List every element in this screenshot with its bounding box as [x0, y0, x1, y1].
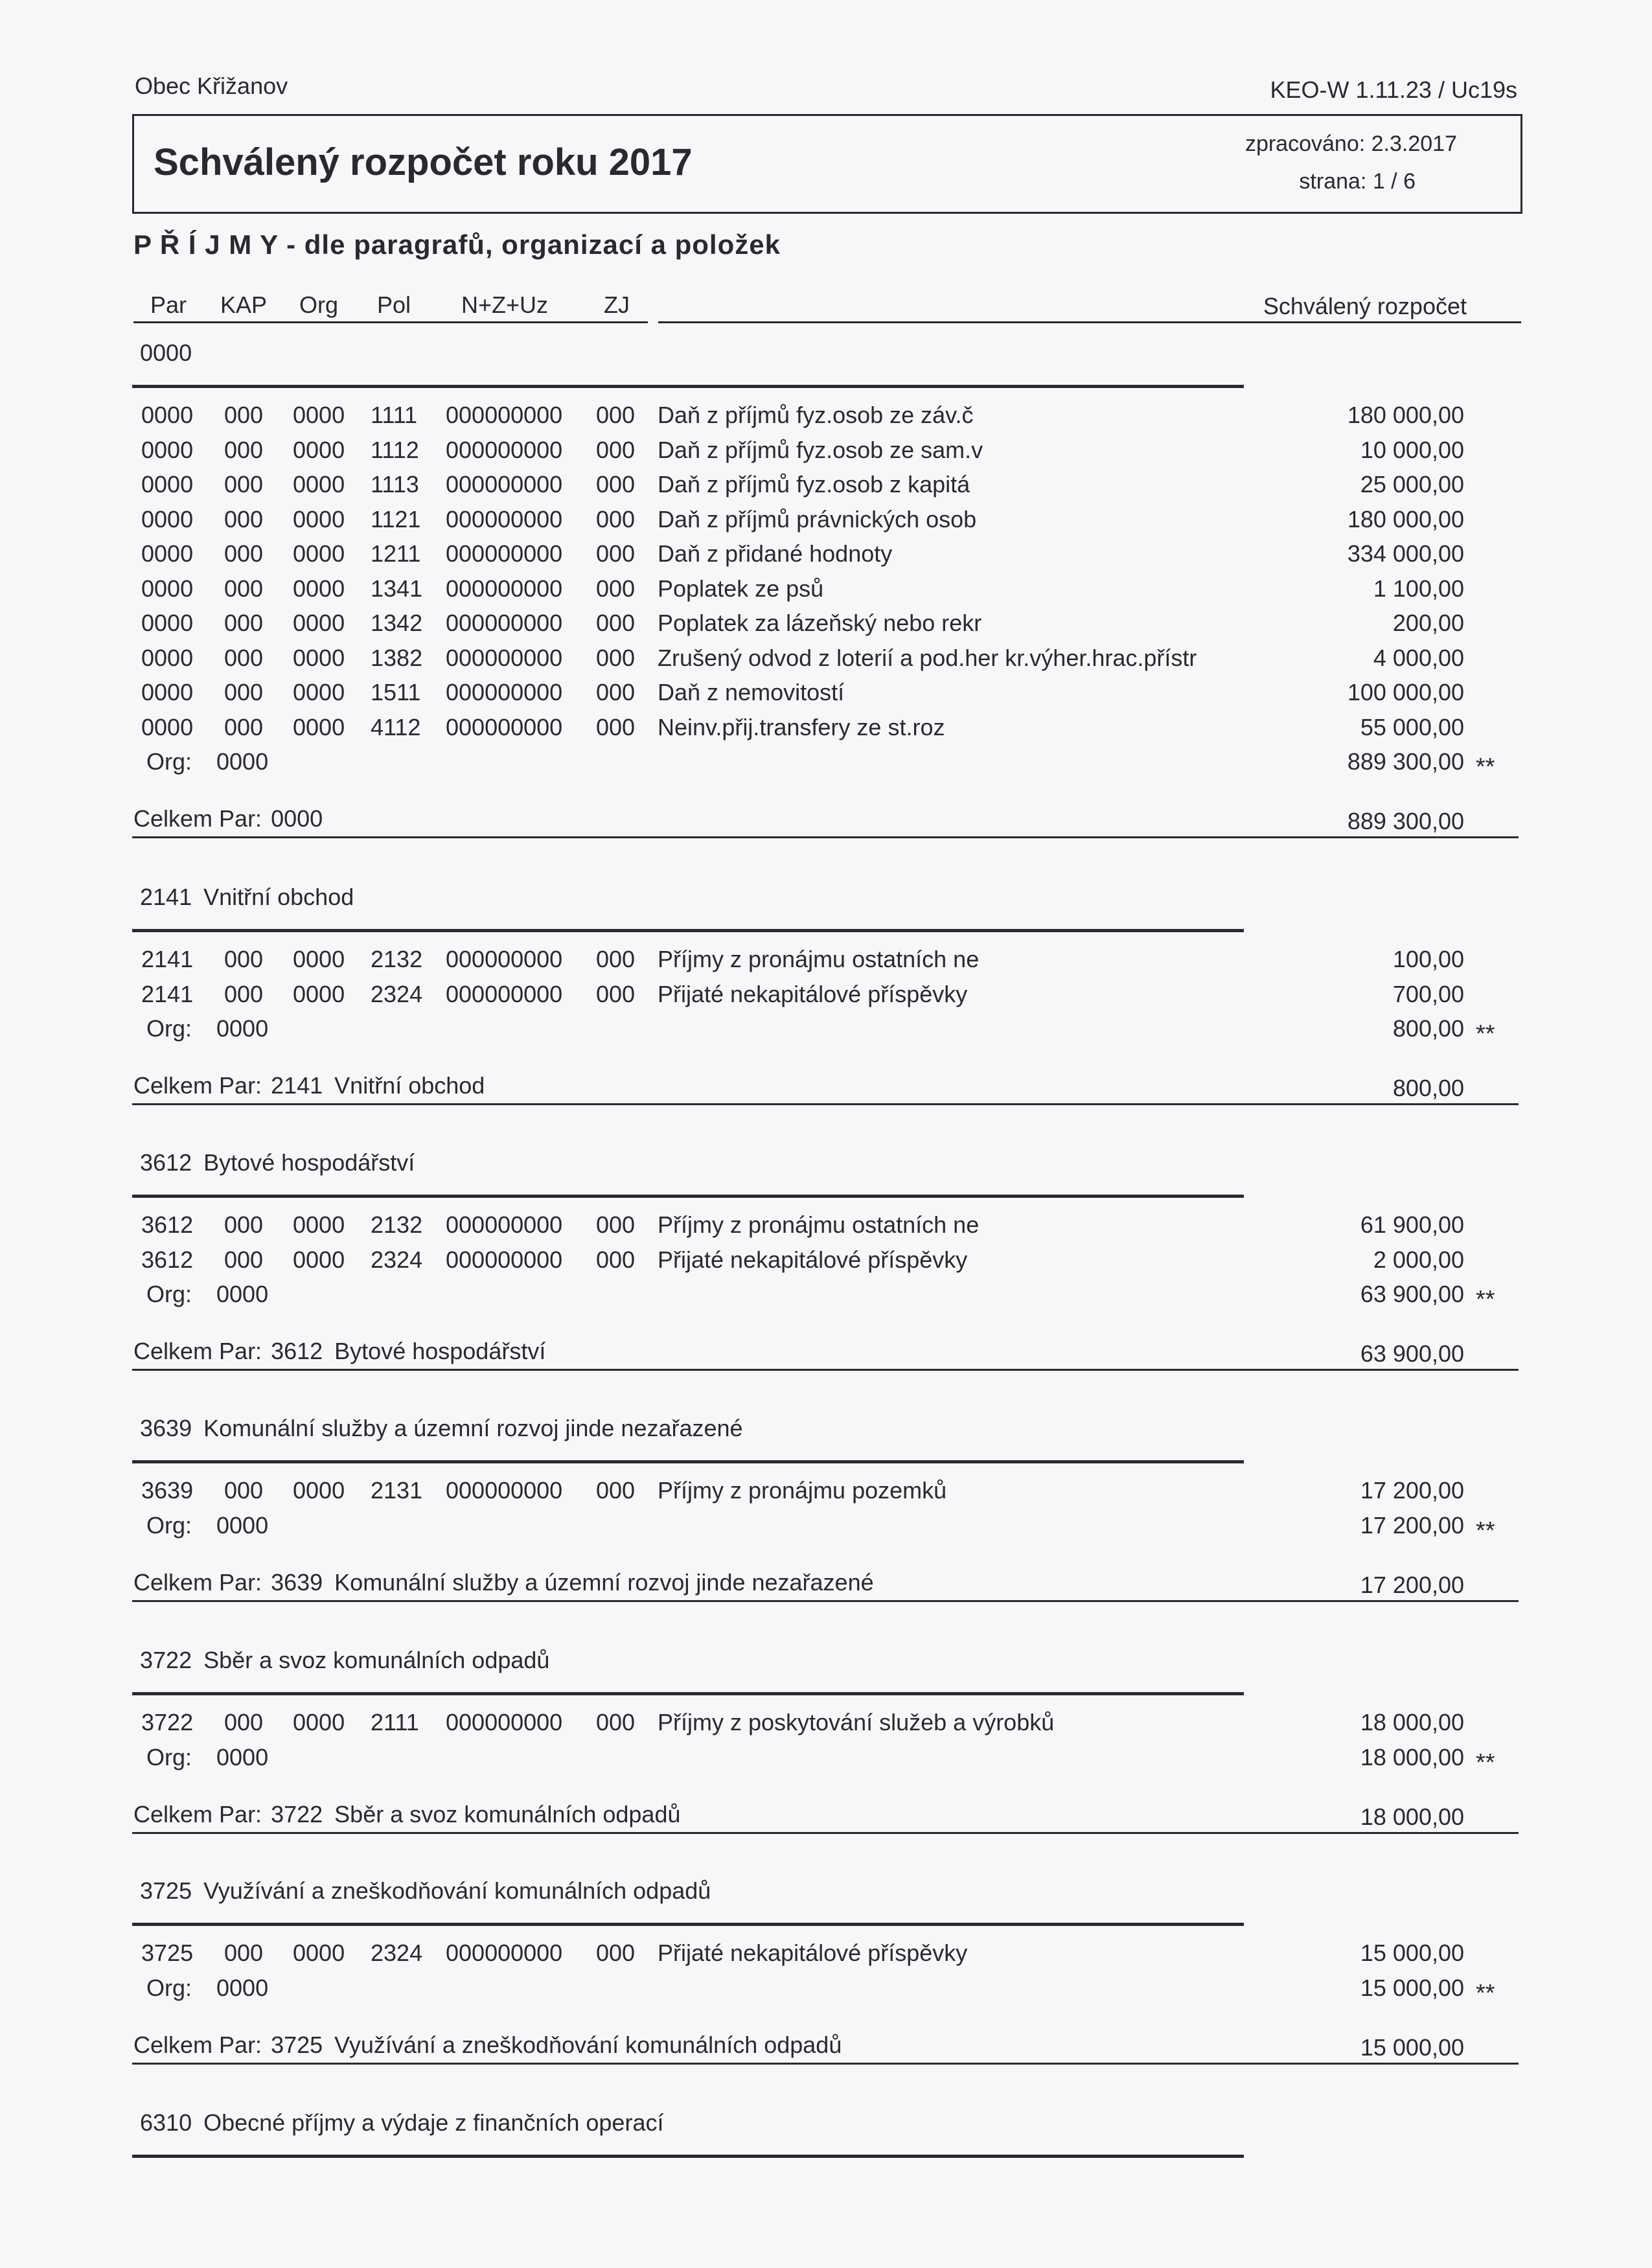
cell-zj: 000: [596, 436, 636, 463]
cell-text: Daň z nemovitostí: [658, 679, 845, 705]
group-name: Sběr a svoz komunálních odpadů: [203, 1647, 550, 1673]
col-header-zj: ZJ: [604, 292, 630, 318]
cell-kap: 000: [224, 679, 264, 705]
total-rule: [132, 1600, 1519, 1602]
group-total: 800,00: [1392, 1075, 1464, 1101]
cell-text: Daň z příjmů fyz.osob z kapitá: [658, 471, 970, 498]
cell-nzu: 000000000: [446, 1211, 563, 1238]
group-total-row: [0, 2032, 1652, 2067]
page-title: Schválený rozpočet roku 2017: [154, 141, 693, 183]
org-subtotal-row: [0, 1744, 1652, 1779]
cell-zj: 000: [596, 471, 636, 498]
group-rule: [132, 1195, 1244, 1198]
col-header-kap: KAP: [220, 292, 268, 318]
cell-pol: 2324: [371, 980, 423, 1007]
table-row: [0, 714, 1652, 749]
cell-par: 0000: [141, 540, 194, 567]
table-row: [0, 1477, 1652, 1512]
table-row: [0, 506, 1652, 541]
cell-zj: 000: [596, 980, 636, 1007]
group-code: 0000: [140, 339, 192, 366]
total-label-group: [133, 1569, 874, 1596]
table-row: [0, 610, 1652, 645]
cell-kap: 000: [224, 644, 264, 671]
cell-zj: 000: [596, 713, 636, 740]
total-label-group: [133, 1338, 545, 1365]
total-par-name: Komunální služby a územní rozvoj jinde nezařazené: [334, 1568, 874, 1596]
cell-zj: 000: [596, 505, 636, 533]
org-subtotal-row: [0, 1281, 1652, 1316]
cell-kap: 000: [224, 1246, 264, 1273]
cell-org: 0000: [293, 644, 345, 671]
cell-text: Příjmy z poskytování služeb a výrobků: [658, 1709, 1055, 1735]
cell-amount: 18 000,00: [1360, 1709, 1464, 1735]
org-subtotal-row: [0, 748, 1652, 783]
group-code: 3612: [140, 1149, 192, 1176]
org-label: Org:: [146, 748, 192, 775]
cell-nzu: 000000000: [446, 980, 563, 1007]
cell-org: 0000: [293, 610, 345, 636]
cell-text: Daň z příjmů fyz.osob ze záv.č: [658, 402, 974, 428]
cell-par: 0000: [141, 575, 194, 602]
header-rule-right: [658, 321, 1521, 323]
processed-date: 2.3.2017: [1371, 132, 1457, 156]
total-par-name: Využívání a zneškodňování komunálních odpadů: [334, 2031, 842, 2058]
total-label: Celkem Par:: [133, 2031, 262, 2058]
group-header: [140, 1415, 743, 1442]
cell-pol: 1341: [371, 575, 423, 602]
title-box: [132, 114, 1522, 214]
cell-text: Poplatek za lázeňský nebo rekr: [658, 610, 982, 636]
col-header-org: Org: [299, 292, 339, 318]
cell-text: Příjmy z pronájmu ostatních ne: [658, 946, 980, 972]
table-row: [0, 471, 1652, 506]
cell-par: 3612: [141, 1246, 194, 1273]
cell-par: 3722: [141, 1709, 194, 1735]
org-code: 0000: [216, 1974, 269, 2001]
table-row: [0, 1940, 1652, 1975]
cell-nzu: 000000000: [446, 644, 563, 671]
org-label: Org:: [146, 1743, 192, 1770]
total-label: Celkem Par:: [133, 1800, 262, 1827]
total-par-name: Vnitřní obchod: [334, 1072, 485, 1099]
cell-pol: 1211: [371, 540, 421, 567]
col-header-budget: Schválený rozpočet: [1263, 293, 1467, 319]
cell-nzu: 000000000: [446, 610, 563, 636]
cell-nzu: 000000000: [446, 575, 563, 602]
subtotal-marker: **: [1476, 1979, 1495, 2007]
cell-pol: 1342: [371, 610, 423, 636]
cell-org: 0000: [293, 1477, 345, 1504]
cell-pol: 1382: [371, 644, 423, 671]
table-row: [0, 1211, 1652, 1246]
org-code: 0000: [216, 748, 269, 775]
cell-amount: 180 000,00: [1347, 402, 1464, 428]
org-subtotal: 63 900,00: [1360, 1281, 1464, 1307]
cell-text: Přijaté nekapitálové příspěvky: [658, 1246, 968, 1273]
cell-nzu: 000000000: [446, 436, 563, 463]
cell-zj: 000: [596, 1940, 636, 1966]
group-total-row: [0, 1072, 1652, 1107]
total-label-group: [133, 2032, 842, 2059]
page-label: strana:: [1299, 169, 1367, 194]
group-rule: [132, 929, 1244, 932]
cell-pol: 4112: [371, 713, 421, 740]
processed-info: [1245, 132, 1457, 157]
cell-kap: 000: [224, 471, 264, 498]
cell-amount: 10 000,00: [1360, 436, 1464, 463]
group-header: [140, 339, 203, 367]
cell-nzu: 000000000: [446, 1246, 563, 1273]
page-info: [1299, 169, 1416, 194]
org-subtotal: 17 200,00: [1360, 1511, 1464, 1539]
cell-pol: 2132: [371, 946, 423, 972]
org-subtotal-row: [0, 1512, 1652, 1547]
cell-par: 2141: [141, 946, 194, 972]
cell-amount: 200,00: [1392, 610, 1464, 636]
cell-org: 0000: [293, 1246, 345, 1273]
cell-zj: 000: [596, 610, 636, 636]
cell-par: 0000: [141, 644, 194, 671]
cell-kap: 000: [224, 610, 264, 636]
table-row: [0, 946, 1652, 981]
cell-kap: 000: [224, 1940, 264, 1966]
cell-amount: 334 000,00: [1347, 540, 1464, 567]
cell-org: 0000: [293, 1940, 345, 1966]
cell-org: 0000: [293, 505, 345, 533]
group-total-row: [0, 1801, 1652, 1836]
cell-par: 0000: [141, 505, 194, 533]
software-version: KEO-W 1.11.23 / Uc19s: [1270, 76, 1517, 103]
table-row: [0, 981, 1652, 1016]
cell-pol: 1111: [371, 402, 418, 428]
cell-kap: 000: [224, 1477, 264, 1504]
cell-par: 0000: [141, 471, 194, 498]
cell-pol: 2131: [371, 1477, 423, 1504]
org-code: 0000: [216, 1743, 269, 1770]
cell-amount: 2 000,00: [1373, 1246, 1464, 1273]
total-par-code: 2141: [271, 1072, 323, 1099]
cell-nzu: 000000000: [446, 1940, 563, 1966]
table-row: [0, 540, 1652, 575]
processed-label: zpracováno:: [1245, 132, 1366, 156]
table-row: [0, 402, 1652, 437]
cell-kap: 000: [224, 980, 264, 1007]
cell-par: 0000: [141, 402, 194, 428]
cell-amount: 100 000,00: [1347, 679, 1464, 705]
cell-zj: 000: [596, 540, 636, 567]
cell-par: 3612: [141, 1211, 194, 1238]
cell-org: 0000: [293, 1709, 345, 1735]
subtotal-marker: **: [1476, 1286, 1495, 1313]
cell-amount: 61 900,00: [1360, 1211, 1464, 1238]
cell-text: Zrušený odvod z loterií a pod.her kr.výher.hrac.přístr: [658, 644, 1197, 671]
group-total-row: [0, 805, 1652, 840]
total-par-name: Sběr a svoz komunálních odpadů: [334, 1800, 681, 1827]
cell-nzu: 000000000: [446, 402, 563, 428]
col-header-pol: Pol: [377, 292, 411, 318]
cell-zj: 000: [596, 575, 636, 602]
cell-amount: 700,00: [1392, 980, 1464, 1007]
group-code: 3639: [140, 1415, 192, 1441]
total-label: Celkem Par:: [133, 1072, 262, 1099]
cell-par: 0000: [141, 610, 194, 636]
cell-nzu: 000000000: [446, 1709, 563, 1735]
cell-kap: 000: [224, 575, 264, 602]
total-label-group: [133, 805, 334, 832]
total-rule: [132, 1103, 1519, 1105]
cell-kap: 000: [224, 540, 264, 567]
cell-par: 2141: [141, 980, 194, 1007]
cell-org: 0000: [293, 471, 345, 498]
municipality-name: Obec Křižanov: [135, 73, 288, 99]
cell-par: 3639: [141, 1477, 194, 1504]
cell-pol: 1113: [371, 471, 419, 498]
cell-pol: 2132: [371, 1211, 423, 1238]
org-subtotal: 800,00: [1392, 1015, 1464, 1042]
org-subtotal: 15 000,00: [1360, 1974, 1464, 2001]
cell-pol: 1511: [371, 679, 421, 705]
cell-kap: 000: [224, 505, 264, 533]
group-code: 3722: [140, 1647, 192, 1673]
group-name: Komunální služby a územní rozvoj jinde nezařazené: [203, 1415, 743, 1441]
org-label: Org:: [146, 1281, 192, 1307]
total-rule: [132, 836, 1519, 838]
cell-amount: 180 000,00: [1347, 505, 1464, 533]
table-row: [0, 645, 1652, 680]
cell-org: 0000: [293, 713, 345, 740]
cell-zj: 000: [596, 679, 636, 705]
total-rule: [132, 2063, 1519, 2065]
group-total-row: [0, 1569, 1652, 1604]
cell-org: 0000: [293, 679, 345, 705]
group-total-row: [0, 1338, 1652, 1373]
cell-zj: 000: [596, 1246, 636, 1273]
group-name: Vnitřní obchod: [203, 884, 354, 910]
org-code: 0000: [216, 1015, 269, 1042]
org-subtotal: 18 000,00: [1360, 1743, 1464, 1770]
cell-amount: 55 000,00: [1360, 713, 1464, 740]
cell-pol: 2324: [371, 1246, 423, 1273]
group-header: [140, 884, 354, 911]
group-code: 3725: [140, 1877, 192, 1904]
group-total: 889 300,00: [1347, 808, 1464, 834]
cell-nzu: 000000000: [446, 946, 563, 972]
table-row: [0, 575, 1652, 610]
cell-nzu: 000000000: [446, 679, 563, 705]
cell-kap: 000: [224, 946, 264, 972]
cell-kap: 000: [224, 402, 264, 428]
group-rule: [132, 385, 1244, 388]
subtotal-marker: **: [1476, 753, 1495, 781]
cell-text: Příjmy z pronájmu ostatních ne: [658, 1211, 980, 1238]
group-header: [140, 1877, 711, 1905]
total-label: Celkem Par:: [133, 1568, 262, 1596]
cell-kap: 000: [224, 1211, 264, 1238]
header-rule-left: [133, 321, 648, 323]
total-rule: [132, 1832, 1519, 1834]
cell-pol: 1112: [371, 436, 419, 463]
table-row: [0, 1709, 1652, 1744]
total-label-group: [133, 1072, 485, 1099]
cell-nzu: 000000000: [446, 505, 563, 533]
cell-text: Přijaté nekapitálové příspěvky: [658, 980, 968, 1007]
cell-text: Příjmy z pronájmu pozemků: [658, 1477, 947, 1504]
cell-zj: 000: [596, 946, 636, 972]
total-par-code: 0000: [271, 805, 323, 832]
total-label-group: [133, 1801, 681, 1828]
group-name: Využívání a zneškodňování komunálních odpadů: [203, 1877, 711, 1904]
cell-org: 0000: [293, 540, 345, 567]
cell-org: 0000: [293, 1211, 345, 1238]
cell-zj: 000: [596, 402, 636, 428]
cell-text: Poplatek ze psů: [658, 575, 824, 602]
cell-par: 0000: [141, 713, 194, 740]
total-par-code: 3639: [271, 1568, 323, 1596]
org-label: Org:: [146, 1974, 192, 2001]
subtotal-marker: **: [1476, 1517, 1495, 1544]
group-header: [140, 1647, 549, 1674]
col-header-nzu: N+Z+Uz: [461, 292, 549, 318]
cell-amount: 17 200,00: [1360, 1477, 1464, 1504]
cell-pol: 2111: [371, 1709, 419, 1735]
org-subtotal: 889 300,00: [1347, 748, 1464, 775]
cell-org: 0000: [293, 436, 345, 463]
group-rule: [132, 1923, 1244, 1926]
org-label: Org:: [146, 1015, 192, 1042]
page-number: 1 / 6: [1372, 169, 1416, 194]
table-row: [0, 679, 1652, 714]
org-subtotal-row: [0, 1015, 1652, 1050]
total-label: Celkem Par:: [133, 1338, 262, 1364]
group-name: Obecné příjmy a výdaje z finančních operací: [203, 2109, 664, 2136]
cell-org: 0000: [293, 946, 345, 972]
cell-org: 0000: [293, 575, 345, 602]
cell-nzu: 000000000: [446, 471, 563, 498]
total-rule: [132, 1369, 1519, 1371]
total-par-code: 3612: [271, 1338, 323, 1364]
table-row: [0, 1246, 1652, 1281]
org-code: 0000: [216, 1281, 269, 1307]
cell-text: Daň z příjmů právnických osob: [658, 505, 977, 533]
org-subtotal-row: [0, 1975, 1652, 2010]
cell-nzu: 000000000: [446, 1477, 563, 1504]
cell-amount: 1 100,00: [1373, 575, 1464, 602]
cell-org: 0000: [293, 980, 345, 1007]
col-header-par: Par: [150, 292, 187, 318]
group-total: 18 000,00: [1360, 1803, 1464, 1830]
cell-text: Neinv.přij.transfery ze st.roz: [658, 713, 945, 740]
cell-par: 3725: [141, 1940, 194, 1966]
cell-amount: 100,00: [1392, 946, 1464, 972]
group-header: [140, 1149, 415, 1176]
cell-kap: 000: [224, 1709, 264, 1735]
cell-text: Daň z přidané hodnoty: [658, 540, 893, 567]
group-rule: [132, 1460, 1244, 1463]
subtotal-marker: **: [1476, 1020, 1495, 1048]
group-total: 15 000,00: [1360, 2033, 1464, 2061]
group-code: 2141: [140, 884, 192, 910]
cell-zj: 000: [596, 1211, 636, 1238]
total-par-code: 3725: [271, 2031, 323, 2058]
group-total: 17 200,00: [1360, 1571, 1464, 1598]
cell-par: 0000: [141, 679, 194, 705]
group-name: Bytové hospodářství: [203, 1149, 415, 1176]
subtotal-marker: **: [1476, 1748, 1495, 1776]
cell-zj: 000: [596, 644, 636, 671]
cell-amount: 25 000,00: [1360, 471, 1464, 498]
cell-pol: 2324: [371, 1940, 423, 1966]
cell-nzu: 000000000: [446, 713, 563, 740]
org-code: 0000: [216, 1511, 269, 1539]
cell-text: Přijaté nekapitálové příspěvky: [658, 1940, 968, 1966]
group-total: 63 900,00: [1360, 1340, 1464, 1367]
cell-zj: 000: [596, 1477, 636, 1504]
cell-nzu: 000000000: [446, 540, 563, 567]
total-label: Celkem Par:: [133, 805, 262, 832]
cell-kap: 000: [224, 713, 264, 740]
cell-par: 0000: [141, 436, 194, 463]
group-header: [140, 2109, 663, 2136]
cell-pol: 1121: [371, 505, 421, 533]
group-code: 6310: [140, 2109, 192, 2136]
group-rule: [132, 2155, 1244, 2158]
total-par-code: 3722: [271, 1800, 323, 1827]
org-label: Org:: [146, 1511, 192, 1539]
cell-zj: 000: [596, 1709, 636, 1735]
section-title: P Ř Í J M Y - dle paragrafů, organizací a položek: [133, 229, 781, 260]
cell-amount: 15 000,00: [1360, 1940, 1464, 1966]
cell-amount: 4 000,00: [1373, 644, 1464, 671]
cell-kap: 000: [224, 436, 264, 463]
cell-org: 0000: [293, 402, 345, 428]
cell-text: Daň z příjmů fyz.osob ze sam.v: [658, 436, 983, 463]
table-row: [0, 437, 1652, 472]
group-rule: [132, 1692, 1244, 1695]
total-par-name: Bytové hospodářství: [334, 1338, 546, 1364]
